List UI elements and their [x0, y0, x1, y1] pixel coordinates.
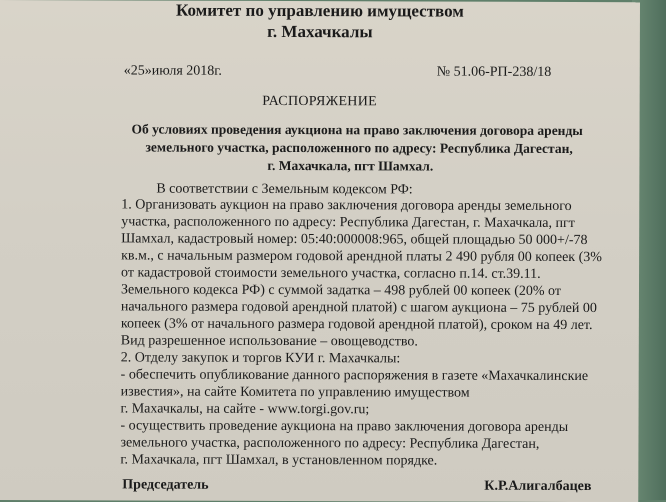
body-line: г. Махачкала, пгт Шамхал, в установленном порядке. [120, 452, 438, 469]
body-line: земельного участка, расположенного по адресу: Республика Дагестан, [120, 435, 540, 452]
body-line: - осуществить проведение аукциона на право заключения договора аренды [120, 418, 569, 435]
body-line: участка, расположенного по адресу: Республика Дагестан, г. Махачкала, пгт [121, 214, 575, 232]
document-number: № 51.06-РП-238/18 [436, 64, 552, 80]
body-line: Шамхал, кадастровый номер: 05:40:000008:965, общей площадью 50 000+/-78 [121, 231, 588, 249]
body-line: - обеспечить опубликование данного распоряжения в газете «Махачкалинские [120, 367, 589, 385]
body-line: кв.м., с начальным размером годовой арендной платы 2 490 рубля 00 копеек (3% [121, 248, 602, 266]
subject-line: земельного участка, расположенного по адресу: Республика Дагестан, [145, 139, 573, 157]
org-name-line2: г. Махачкалы [267, 21, 373, 42]
document-date: «25»июля 2018г. [123, 63, 222, 79]
body-line: известия», на сайте Комитета по управлению имуществом [120, 384, 470, 401]
signature-title: Председатель [122, 477, 209, 493]
body-line: Земельного кодекса РФ) с суммой задатка – 498 рублей 00 копеек (20% от [120, 282, 561, 299]
signature-name: К.Р.Алигалбацев [484, 478, 592, 495]
body-line: г. Махачкалы, на сайте - www.torgi.gov.ru; [120, 401, 370, 418]
body-line: Вид разрешенное использование – овощеводство. [120, 333, 418, 350]
body-line: копеек (3% от начального размера годовой арендной платой), сроком на 49 лет. [120, 316, 593, 334]
org-name-line1: Комитет по управлению имуществом [175, 0, 464, 21]
body-line: начального размера годовой арендной платой) с шагом аукциона – 75 рублей 00 [120, 299, 597, 317]
body-line: от кадастровой стоимости земельного участка, согласно п.14. ст.39.11. [121, 265, 541, 282]
body-line: 1. Организовать аукцион на право заключения договора аренды земельного [121, 197, 572, 214]
subject-line: Об условиях проведения аукциона на право заключения договора аренды [131, 121, 583, 139]
subject-line: г. Махачкала, пгт Шамхал. [267, 157, 434, 174]
body-line: В соответствии с Земельным кодексом РФ: [156, 181, 413, 198]
document-type: РАСПОРЯЖЕНИЕ [262, 93, 378, 110]
body-line: 2. Отделу закупок и торгов КУИ г. Махачкалы: [120, 350, 401, 367]
